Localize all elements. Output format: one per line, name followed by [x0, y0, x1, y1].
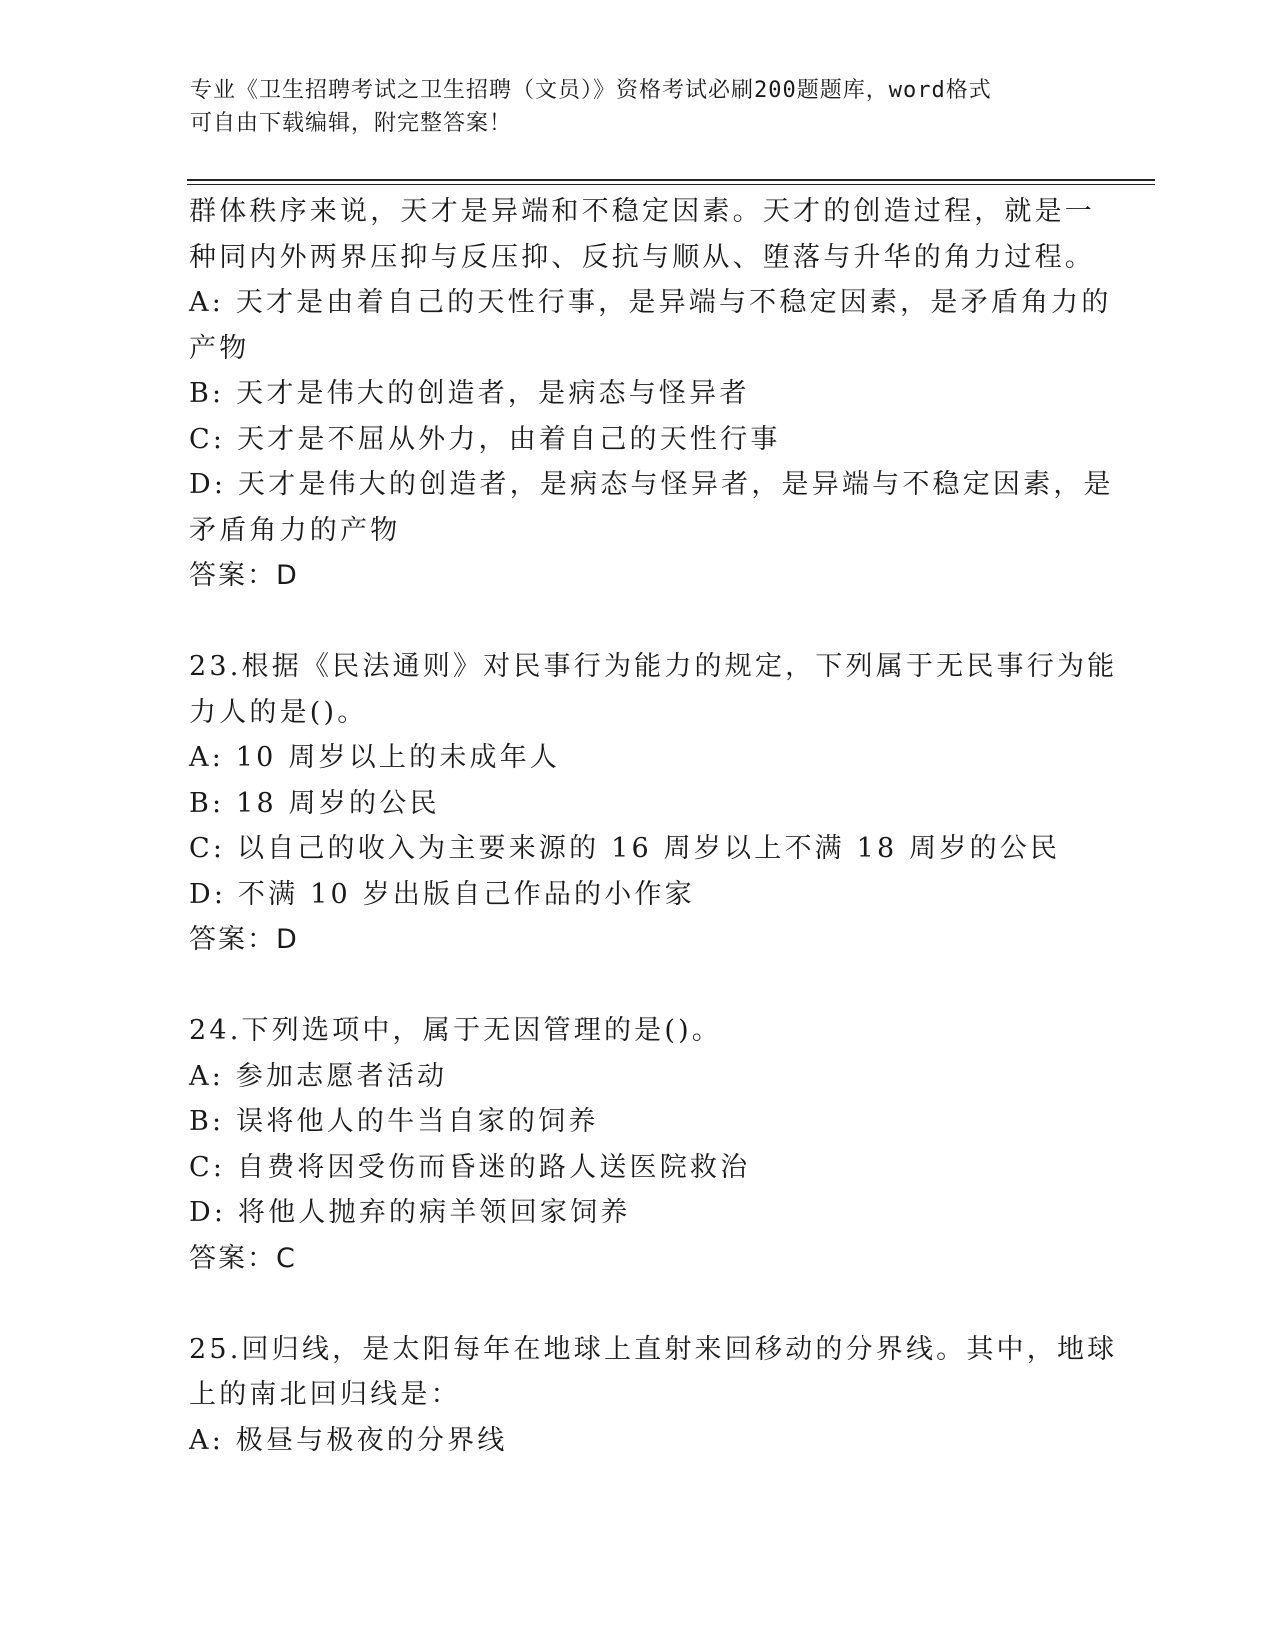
answer-line: 答案：C	[189, 1242, 297, 1274]
passage-line: 种同内外两界压抑与反压抑、反抗与顺从、堕落与升华的角力过程。	[189, 241, 1095, 273]
option-d: D: 将他人抛弃的病羊领回家饲养	[189, 1197, 631, 1228]
spacer	[189, 1281, 1089, 1327]
option-d: D: 天才是伟大的创造者，是病态与怪异者，是异端与不稳定因素，是	[189, 469, 1114, 500]
question-23	[189, 644, 1118, 963]
option-d: D: 不满 10 岁出版自己作品的小作家	[189, 878, 695, 910]
question-text-continuation: 力人的是()。	[189, 696, 368, 728]
question-text: 23.根据《民法通则》对民事行为能力的规定，下列属于无民事行为能	[189, 651, 1118, 682]
answer-line: 答案：D	[189, 924, 299, 955]
question-24	[189, 1008, 1089, 1281]
question-25	[189, 1327, 1118, 1464]
option-b: B: 18 周岁的公民	[189, 787, 440, 819]
question-text-continuation: 上的南北回归线是：	[189, 1379, 461, 1410]
option-b: B: 误将他人的牛当自家的饲养	[189, 1106, 599, 1137]
spacer	[189, 963, 1089, 1009]
answer-line: 答案：D	[189, 560, 299, 591]
option-a: A: 极昼与极夜的分界线	[189, 1424, 508, 1456]
option-a: A: 天才是由着自己的天性行事，是异端与不稳定因素，是矛盾角力的	[189, 287, 1112, 318]
option-c: C: 以自己的收入为主要来源的 16 周岁以上不满 18 周岁的公民	[189, 833, 1061, 864]
option-a: A: 参加志愿者活动	[189, 1060, 448, 1092]
option-a: A: 10 周岁以上的未成年人	[189, 742, 561, 773]
option-b: B: 天才是伟大的创造者，是病态与怪异者	[189, 378, 750, 409]
option-c: C: 自费将因受伤而昏迷的路人送医院救治	[189, 1151, 751, 1183]
page-header	[190, 74, 1080, 140]
question-22-options	[189, 280, 1114, 599]
question-text: 25.回归线，是太阳每年在地球上直射来回移动的分界线。其中，地球	[189, 1333, 1118, 1365]
passage-continuation	[189, 189, 1095, 280]
passage-line: 群体秩序来说，天才是异端和不稳定因素。天才的创造过程，就是一	[189, 196, 1095, 227]
header-title-line-1: 专业《卫生招聘考试之卫生招聘（文员）》资格考试必刷200题题库，word格式	[190, 78, 992, 103]
option-c: C: 天才是不屈从外力，由着自己的天性行事	[189, 423, 781, 455]
spacer	[189, 599, 1089, 645]
question-text: 24.下列选项中，属于无因管理的是()。	[189, 1015, 723, 1046]
option-d-continuation: 矛盾角力的产物	[189, 514, 401, 546]
document-body	[189, 189, 1118, 1463]
option-a-continuation: 产物	[189, 332, 250, 364]
header-divider-thin	[187, 184, 1155, 185]
header-title-line-2: 可自由下载编辑，附完整答案！	[190, 111, 513, 136]
header-divider-thick	[187, 179, 1155, 181]
